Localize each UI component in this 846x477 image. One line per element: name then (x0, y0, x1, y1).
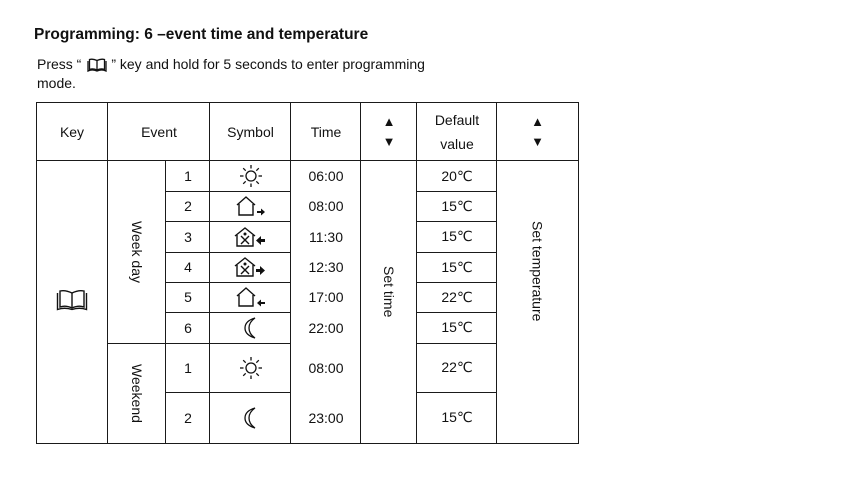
event-time: 22:00 (308, 319, 344, 336)
event-number: 2 (184, 198, 192, 214)
house-in-icon (210, 282, 291, 312)
header-time: Time (310, 123, 342, 140)
event-number: 2 (184, 409, 192, 426)
intro-before: Press “ (37, 56, 82, 72)
intro-text (37, 56, 425, 91)
up-arrow-icon: ▲ (531, 113, 544, 129)
event-time: 08:00 (308, 198, 344, 214)
event-time: 17:00 (308, 289, 344, 305)
event-number: 1 (184, 168, 192, 184)
event-number: 1 (184, 359, 192, 376)
intro-line-1 (37, 56, 425, 75)
event-temperature: 20℃ (441, 167, 473, 184)
event-temperature: 15℃ (441, 409, 473, 425)
table-rule (578, 102, 579, 444)
house-kitchen-out-icon (210, 252, 291, 282)
moon-icon (210, 392, 291, 443)
set-temperature-label: Set temperature (529, 220, 546, 322)
event-time: 12:30 (308, 259, 344, 275)
header-default-line1: Default (434, 111, 480, 128)
header-event: Event (141, 123, 177, 140)
event-number: 4 (184, 259, 192, 275)
down-arrow-icon: ▼ (531, 133, 544, 149)
header-default-arrows (497, 103, 578, 160)
header-default-line2: value (440, 135, 474, 152)
moon-icon (210, 312, 291, 343)
intro-line-2: mode. (37, 75, 76, 91)
table-rule (36, 443, 579, 444)
event-temperature: 15℃ (441, 197, 473, 214)
event-temperature: 15℃ (441, 228, 473, 244)
event-time: 06:00 (308, 168, 344, 184)
house-out-icon (210, 191, 291, 221)
sun-icon (210, 343, 291, 392)
header-key: Key (59, 123, 85, 140)
book-icon (87, 58, 107, 75)
event-temperature: 15℃ (441, 258, 473, 275)
page-heading: Programming: 6 –event time and temperature (34, 26, 369, 43)
event-number: 3 (184, 228, 192, 245)
event-time: 23:00 (308, 409, 344, 426)
up-arrow-icon: ▲ (382, 113, 396, 129)
set-time-label: Set time (381, 266, 397, 318)
group-weekend-label: Weekend (129, 363, 145, 423)
house-kitchen-in-icon (210, 221, 291, 252)
event-temperature: 22℃ (441, 359, 473, 375)
event-temperature: 15℃ (441, 319, 473, 335)
down-arrow-icon: ▼ (382, 133, 396, 149)
event-number: 5 (184, 289, 192, 305)
event-time: 11:30 (309, 228, 343, 245)
header-default-value (417, 103, 497, 160)
event-number: 6 (184, 319, 192, 336)
event-temperature: 22℃ (441, 288, 473, 305)
key-book-icon (36, 285, 108, 315)
group-weekday-label: Week day (129, 220, 145, 283)
sun-icon (210, 161, 291, 191)
event-time: 08:00 (308, 359, 344, 376)
header-time-arrows (361, 103, 417, 160)
intro-after: ” key and hold for 5 seconds to enter programming (111, 56, 425, 72)
header-symbol: Symbol (227, 123, 274, 140)
